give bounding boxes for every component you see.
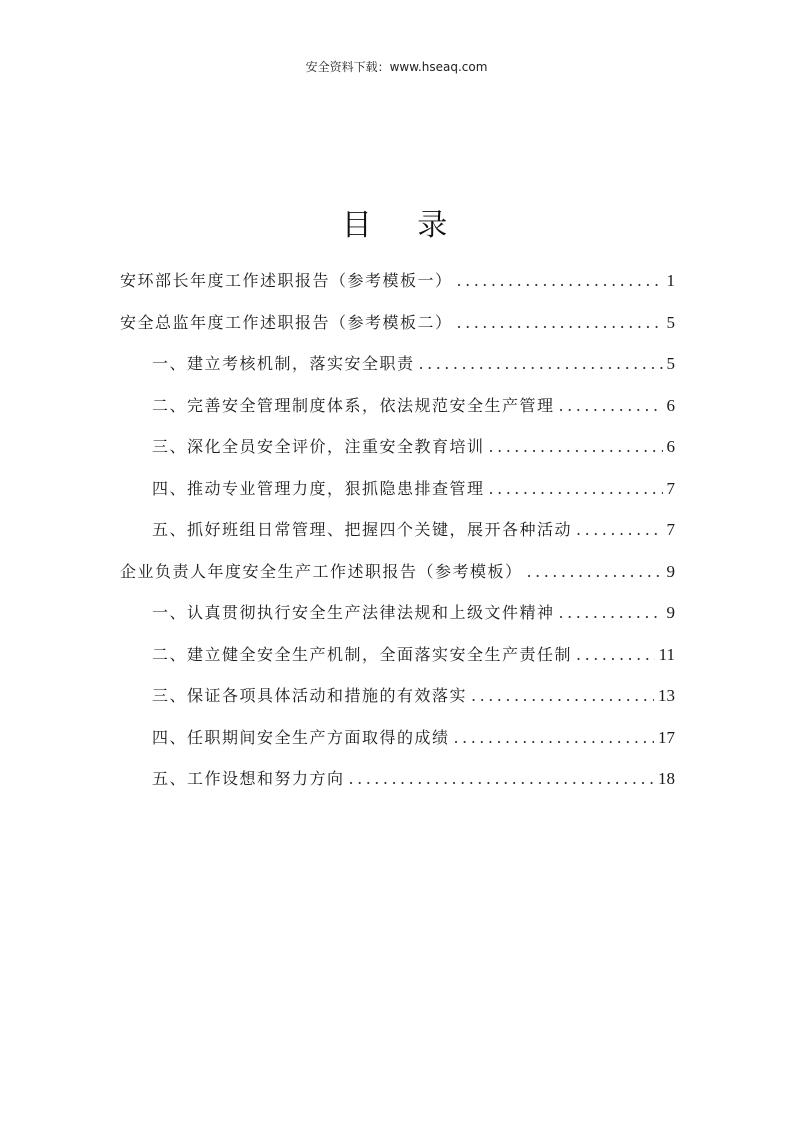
toc-entry[interactable] [120, 310, 675, 352]
toc-page-number: 6 [666, 437, 675, 456]
toc-leader-dots [349, 769, 654, 788]
toc-subentry[interactable] [120, 517, 675, 559]
toc-subentry[interactable] [120, 476, 675, 518]
toc-entry[interactable] [120, 268, 675, 310]
toc-entry-title: 四、推动专业管理力度，狠抓隐患排查管理 [152, 478, 485, 498]
toc-leader-dots [527, 562, 663, 581]
toc-page-number: 7 [666, 478, 675, 498]
toc-entry-title: 四、任职期间安全生产方面取得的成绩 [152, 727, 450, 747]
toc-entry-title: 三、保证各项具体活动和措施的有效落实 [152, 686, 468, 705]
toc-entry-title: 五、抓好班组日常管理、把握四个关键，展开各种活动 [152, 520, 573, 539]
page-header: 安全资料下载：www.hseaq.com [305, 60, 488, 74]
toc-leader-dots [457, 313, 663, 332]
toc-entry-title: 二、完善安全管理制度体系，依法规范安全生产管理 [152, 395, 555, 415]
toc-subentry[interactable] [120, 766, 675, 808]
toc-leader-dots [489, 437, 663, 456]
toc-leader-dots [576, 645, 655, 664]
toc-leader-dots [471, 686, 654, 705]
toc-entry-title: 安环部长年度工作述职报告（参考模板一） [120, 271, 453, 290]
page-title: 目 录 [341, 208, 466, 243]
toc-page-number: 1 [666, 271, 675, 290]
toc-page-number: 18 [658, 769, 675, 788]
toc-entry-title: 企业负责人年度安全生产工作述职报告（参考模板） [120, 561, 523, 581]
toc-page-number: 6 [666, 395, 675, 415]
toc-page-number: 17 [658, 727, 675, 747]
toc-entry-title: 三、深化全员安全评价，注重安全教育培训 [152, 437, 485, 456]
toc-page-number: 9 [666, 561, 675, 581]
toc-leader-dots [419, 354, 663, 373]
toc-subentry[interactable] [120, 642, 675, 684]
toc-subentry[interactable] [120, 600, 675, 642]
toc-entry-title: 二、建立健全安全生产机制，全面落实安全生产责任制 [152, 644, 573, 664]
toc-page-number: 5 [666, 354, 675, 373]
toc-leader-dots [454, 728, 654, 747]
table-of-contents [120, 268, 675, 808]
toc-leader-dots [457, 271, 663, 290]
toc-entry-title: 一、认真贯彻执行安全生产法律法规和上级文件精神 [152, 603, 555, 622]
toc-entry-title: 安全总监年度工作述职报告（参考模板二） [120, 312, 453, 332]
toc-page-number: 9 [666, 603, 675, 622]
toc-entry[interactable] [120, 559, 675, 601]
toc-subentry[interactable] [120, 725, 675, 767]
toc-page-number: 13 [658, 686, 675, 705]
toc-page-number: 7 [666, 520, 675, 539]
toc-leader-dots [489, 479, 663, 498]
toc-page-number: 11 [658, 644, 675, 664]
toc-leader-dots [559, 396, 663, 415]
toc-subentry[interactable] [120, 393, 675, 435]
toc-leader-dots [576, 520, 662, 539]
toc-entry-title: 一、建立考核机制，落实安全职责 [152, 354, 415, 373]
toc-leader-dots [559, 603, 663, 622]
toc-page-number: 5 [666, 312, 675, 332]
toc-subentry[interactable] [120, 434, 675, 476]
toc-subentry[interactable] [120, 683, 675, 725]
toc-entry-title: 五、工作设想和努力方向 [152, 769, 345, 788]
toc-subentry[interactable] [120, 351, 675, 393]
